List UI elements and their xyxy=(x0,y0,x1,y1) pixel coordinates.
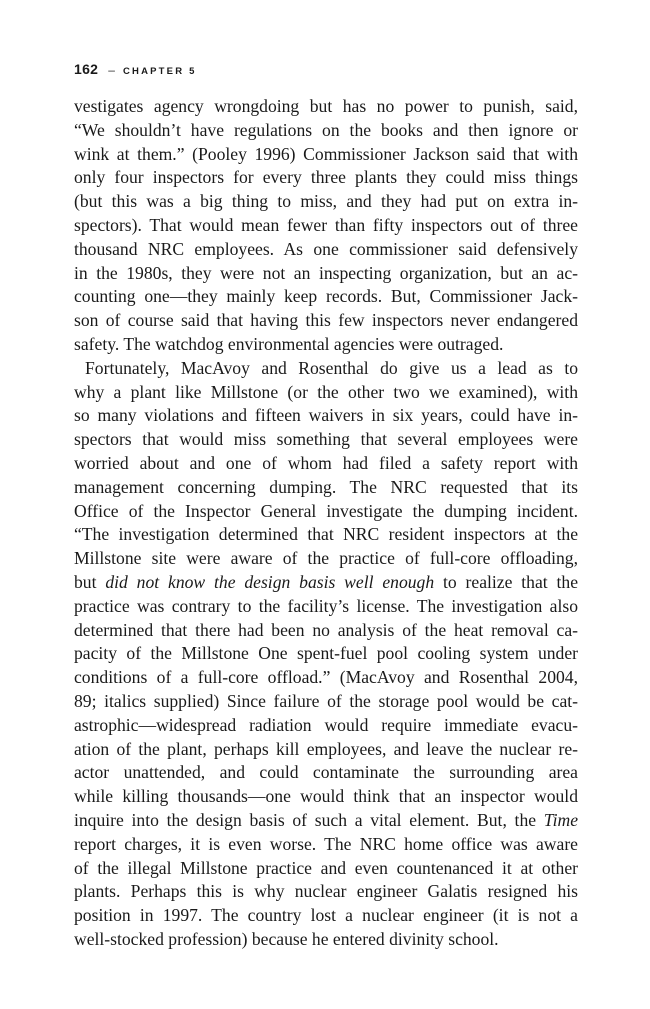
text-line: vestigates agency wrongdoing but has no power to punish, said, xyxy=(74,96,578,116)
text-line: pacity of the Millstone One spent-fuel pool cooling system under xyxy=(74,643,578,664)
text-line: while killing thousands—one would think that an inspector would xyxy=(74,786,578,807)
text-line: practice was contrary to the facility’s license. The investigation also xyxy=(74,595,578,616)
text-line: wink at them.” (Pooley 1996) Commissioner Jackson said that with xyxy=(74,143,578,164)
text-line: management concerning dumping. The NRC requested that its xyxy=(74,476,578,497)
text-fragment: to realize that the xyxy=(434,571,579,592)
text-line: why a plant like Millstone (or the other two we examined), with xyxy=(74,381,578,402)
text-line: ation of the plant, perhaps kill employees, and leave the nuclear re- xyxy=(74,738,578,759)
text-line: in the 1980s, they were not an inspecting organization, but an ac- xyxy=(74,262,578,283)
text-line: “The investigation determined that NRC resident inspectors at the xyxy=(74,524,578,545)
text-line: of the illegal Millstone practice and even countenanced it at other xyxy=(74,857,578,878)
running-head xyxy=(74,61,197,80)
text-line: conditions of a full-core offload.” (MacAvoy and Rosenthal 2004, xyxy=(74,667,578,688)
text-line: Office of the Inspector General investigate the dumping incident. xyxy=(74,500,578,521)
text-line: counting one—they mainly keep records. But, Commissioner Jack- xyxy=(74,286,578,307)
text-line: astrophic—widespread radiation would require immediate evacu- xyxy=(74,714,578,735)
text-fragment: but xyxy=(74,571,106,592)
text-line: determined that there had been no analysis of the heat removal ca- xyxy=(74,619,578,640)
text-line: Millstone site were aware of the practice of full-core offloading, xyxy=(74,548,578,569)
text-line: spectors). That would mean fewer than fifty inspectors out of three xyxy=(74,214,578,235)
text-line: position in 1997. The country lost a nuclear engineer (it is not a xyxy=(74,905,578,926)
text-line: thousand NRC employees. As one commissioner said defensively xyxy=(74,238,578,259)
text-line: safety. The watchdog environmental agencies were outraged. xyxy=(74,333,504,354)
chapter-label: CHAPTER 5 xyxy=(122,66,197,77)
paragraph-first-line: Fortunately, MacAvoy and Rosenthal do give us a lead as to xyxy=(85,357,578,378)
text-line: well-stocked profession) because he entered divinity school. xyxy=(74,928,499,949)
italic-phrase: did not know the design basis well enough xyxy=(105,571,435,592)
text-line: (but this was a big thing to miss, and they had put on extra in- xyxy=(74,191,578,212)
page-number: 162 xyxy=(74,61,99,77)
italic-title: Time xyxy=(543,809,578,830)
text-line: actor unattended, and could contaminate the surrounding area xyxy=(74,762,578,783)
text-fragment: inquire into the design basis of such a vital element. But, the xyxy=(74,809,537,830)
text-line-with-italics xyxy=(74,571,578,595)
text-line: worried about and one of whom had filed a safety report with xyxy=(74,452,578,473)
text-line: spectors that would miss something that several employees were xyxy=(74,429,578,450)
text-line: “We shouldn’t have regulations on the books and then ignore or xyxy=(74,119,578,140)
header-separator: – xyxy=(108,63,115,77)
text-line: only four inspectors for every three plants they could miss things xyxy=(74,167,578,188)
text-line: report charges, it is even worse. The NRC home office was aware xyxy=(74,833,578,854)
text-line: 89; italics supplied) Since failure of the storage pool would be cat- xyxy=(74,690,578,711)
text-line: so many violations and fifteen waivers in six years, could have in- xyxy=(74,405,578,426)
text-line: son of course said that having this few inspectors never endangered xyxy=(74,310,578,331)
text-line: plants. Perhaps this is why nuclear engineer Galatis resigned his xyxy=(74,881,578,902)
body-text xyxy=(74,95,578,952)
text-line-with-italics xyxy=(74,809,578,833)
